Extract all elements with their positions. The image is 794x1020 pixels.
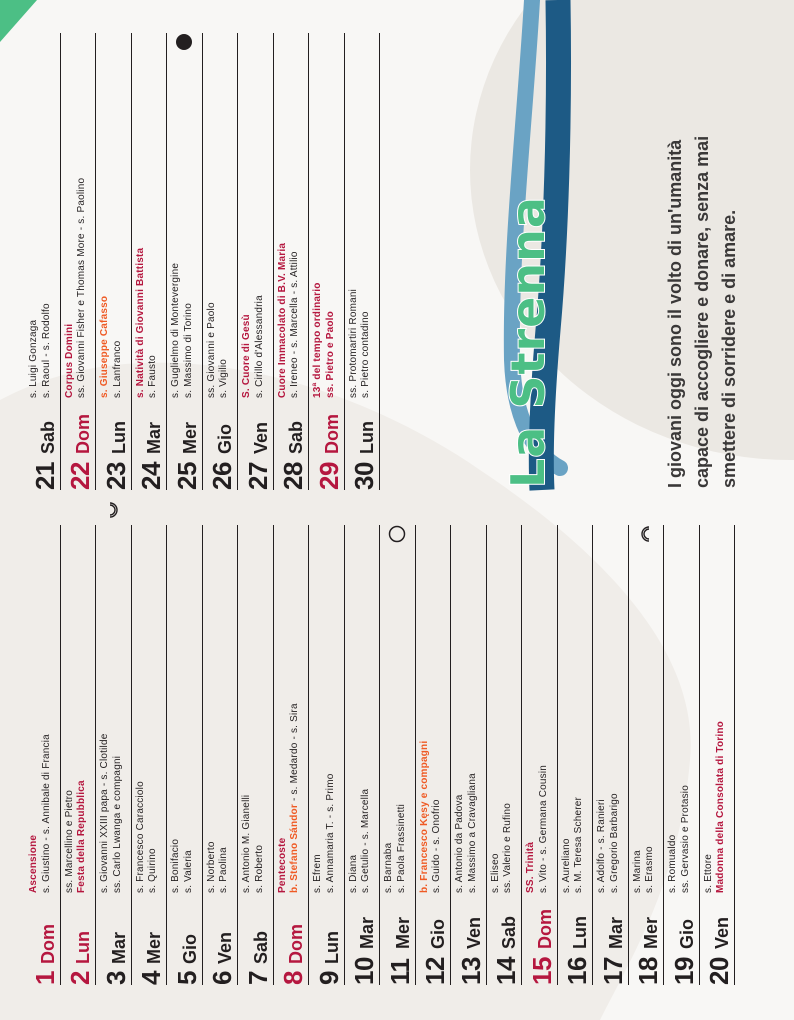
day-saints [561,797,586,893]
saint-line [431,741,444,893]
day-number: 4 [136,971,166,985]
saint-name: s. Guido - s. Onofrio [431,799,442,893]
strenna-title: La Strenna [501,196,555,488]
saint-line [703,721,716,893]
day-row [345,33,381,490]
day-row [167,525,203,985]
day-row [700,525,736,985]
saint-name: s. Valeria [182,850,194,893]
saint-line [454,773,467,893]
day-saints [454,773,479,893]
day-of-week: Ven [463,916,484,949]
saint-line [41,734,54,893]
saint-name: s. Eliseo [489,853,501,893]
feast-name: Corpus Domini [63,323,75,398]
saint-name: s. Vito - s. Germana Cousin [537,764,549,893]
day-saints [170,263,195,398]
day-row [345,525,381,985]
saint-name: s. Paola Frassinetti [395,803,407,893]
saint-line [183,839,196,893]
day-of-week: Dom [286,924,306,964]
day-row [593,525,629,985]
saint-line [538,765,551,893]
saint-name: s. Pietro contadino [360,311,371,398]
saint-name: s. M. Teresa Scherer [573,796,584,893]
saint-name: s. Bonifacio [170,838,181,893]
saint-name: ss. Marcellino e Pietro [63,790,75,893]
saint-line [419,741,432,893]
quote-line: capace di accogliere e donare, senza mai [692,135,712,488]
saint-line [76,178,89,398]
day-saints [28,303,53,398]
saint-line [206,841,219,893]
day-of-week: Lun [321,931,342,964]
day-of-week: Mer [144,931,164,964]
saint-line [325,282,338,398]
day-number: 19 [668,957,699,985]
day-number: 13 [455,957,486,985]
day-number: 26 [207,462,237,490]
saint-name: - s. Medardo - s. Sira [289,703,300,805]
saint-line [561,797,574,893]
day-of-week: Sab [286,420,306,454]
day-of-week: Sab [37,420,58,454]
saint-name: ss. Gervasio e Protasio [679,785,691,893]
saint-line [632,846,645,893]
day-row [61,33,97,490]
day-number: 5 [171,971,202,985]
saint-line [99,734,112,894]
day-number: 29 [313,462,344,490]
day-saints [241,295,266,398]
saint-line [312,774,325,894]
saint-name: s. Norberto [205,841,217,893]
day-number: 21 [29,462,60,490]
saint-name: s. Antonio da Padova [454,794,465,893]
day-saints [28,734,53,893]
moon-first-quarter-icon [104,501,122,519]
feast-name: ss. Pietro e Paolo [324,311,336,398]
day-of-week: Gio [428,919,448,949]
saint-name: s. Vigilio [218,358,229,398]
saint-name: s. Ireneo - s. Marcella - s. Attilio [289,251,300,398]
day-saints [348,289,373,398]
moon-new-icon [175,33,193,51]
saint-name: s. Romualdo [667,834,678,893]
day-saints [135,248,160,398]
saint-name: s. Quirino [147,848,158,893]
day-number: 7 [242,971,273,985]
day-number: 24 [136,462,166,490]
saint-line [348,789,361,893]
day-row [451,525,487,985]
saint-line [360,289,373,398]
saint-line [76,780,89,893]
day-number: 30 [349,462,379,490]
saint-line [348,289,361,398]
feast-name: Festa della Repubblica [76,780,87,893]
day-of-week: Mar [144,421,164,454]
calendar-column-2 [25,33,380,490]
saint-line [64,178,77,398]
saint-line [135,781,148,893]
saint-line [289,703,302,893]
day-number: 6 [207,971,237,985]
saint-name: s. Massimo di Torino [182,303,194,398]
day-saints [170,839,195,893]
day-number: 17 [597,957,628,985]
day-number: 27 [242,462,273,490]
saint-line [112,296,125,398]
saint-name: s. Massimo a Cravagliana [466,773,478,893]
day-of-week: Mar [108,931,129,964]
saint-line [325,774,338,894]
day-row [309,33,345,490]
saint-line [715,721,728,893]
day-saints [419,741,444,893]
calendar-column-1 [25,525,735,985]
day-row [309,525,345,985]
day-saints [632,846,657,893]
feast-name: s. Giuseppe Cafasso [99,295,110,398]
saint-line [680,785,693,893]
saint-line [147,781,160,893]
saint-line [112,734,125,894]
saint-name: s. Efrem [312,854,323,893]
day-of-week: Mar [357,916,377,949]
day-row [167,33,203,490]
feast-name: SS. Trinità [525,841,536,893]
day-number: 22 [65,462,95,490]
day-saints [525,765,550,893]
saint-line [383,804,396,893]
day-row [380,525,416,985]
day-number: 8 [278,971,308,985]
saint-name: s. Ettore [702,853,714,893]
saint-name: s. Fausto [147,355,158,398]
day-row [25,33,61,490]
feast-name: Pentecoste [276,837,288,893]
day-saints [206,302,231,398]
saint-line [218,841,231,893]
day-of-week: Dom [321,414,342,454]
strenna-quote [662,136,743,488]
day-saints [348,789,373,893]
saint-line [254,295,267,398]
feast-name: s. Natività di Giovanni Battista [134,247,146,398]
day-saints [312,774,337,894]
saint-name: s. Diana [347,854,359,893]
day-number: 18 [633,957,663,985]
saint-name: ss. Giovanni Fisher e Thomas More - s. Paolino [76,177,87,398]
saint-line [467,773,480,893]
saint-line [289,243,302,398]
saint-line [170,839,183,893]
saint-line [170,263,183,398]
saint-line [609,793,622,893]
saint-name: s. Barnaba [383,842,394,893]
feast-name: b. Stefano Sándor [289,804,300,893]
saint-line [254,795,267,893]
saint-line [147,248,160,398]
day-number: 16 [562,957,592,985]
saint-line [360,789,373,893]
day-of-week: Dom [73,414,93,454]
saint-name: s. Gregorio Barbarigo [608,793,620,893]
saint-line [525,765,538,893]
saint-line [206,302,219,398]
saint-name: s. Giustino - s. Annibale di Francia [40,734,52,893]
day-saints [99,296,124,398]
day-of-week: Lun [357,421,377,454]
saint-name: s. Marina [631,850,643,893]
moon-full-icon [388,525,406,543]
day-of-week: Dom [37,924,58,964]
day-saints [99,734,124,894]
saint-name: s. Antonio M. Gianelli [241,794,252,893]
day-saints [312,282,337,398]
saint-line [64,780,77,893]
feast-name: Ascensione [28,834,39,893]
saint-line [218,302,231,398]
day-row [96,33,132,490]
saint-name: s. Roberto [253,844,265,893]
day-of-week: Mer [641,916,661,949]
day-row [274,525,310,985]
feast-name: S. Cuore di Gesù [241,314,252,398]
feast-name: b. Francesco Kęsy e compagni [418,740,430,893]
saint-name: s. Lanfranco [111,340,123,398]
saint-name: ss. Giovanni e Paolo [205,302,217,398]
day-row [25,525,61,985]
saint-line [667,785,680,893]
day-saints [241,795,266,893]
day-of-week: Ven [712,916,732,949]
day-of-week: Mer [392,916,413,949]
saint-line [41,303,54,398]
day-number: 1 [29,971,60,985]
day-of-week: Mer [179,421,200,454]
feast-name: Cuore Immacolato di B.V. Maria [276,242,288,398]
day-number: 23 [100,462,131,490]
day-row [132,525,168,985]
day-number: 25 [171,462,202,490]
day-row [274,33,310,490]
saint-name: s. Giovanni XXIII papa - s. Clotilde [99,733,110,893]
saint-name: s. Aureliano [560,838,572,893]
day-saints [64,780,89,893]
day-saints [667,785,692,893]
saint-line [596,793,609,893]
saint-line [241,795,254,893]
feast-name: 13ª del tempo ordinario [312,282,323,398]
day-row [487,525,523,985]
saint-name: s. Paolina [218,847,229,893]
saint-line [644,846,657,893]
day-row [416,525,452,985]
day-number: 9 [313,971,344,985]
day-of-week: Gio [179,934,200,964]
quote-line: smettere di sorridere e di amare. [719,209,739,488]
saint-line [396,804,409,893]
day-saints [383,804,408,893]
day-row [203,33,239,490]
quote-line: I giovani oggi sono il volto di un'umanità [665,139,685,488]
day-number: 12 [420,957,450,985]
day-of-week: Lun [108,421,129,454]
day-row [522,525,558,985]
day-saints [277,703,302,893]
saint-line [135,248,148,398]
day-number: 28 [278,462,308,490]
saint-name: s. Erasmo [644,846,655,893]
day-saints [596,793,621,893]
day-number: 11 [384,958,415,985]
saint-name: s. Annamaria T. - s. Primo [324,773,336,893]
saint-name: s. Adolfo - s. Ranieri [596,799,607,893]
day-of-week: Lun [570,916,590,949]
saint-line [312,282,325,398]
day-of-week: Mar [605,916,626,949]
day-number: 10 [349,957,379,985]
day-row [203,525,239,985]
saint-name: s. Luigi Gonzaga [28,319,39,398]
saint-line [277,243,290,398]
day-number: 14 [491,957,521,985]
day-of-week: Sab [250,930,271,964]
day-row [558,525,594,985]
saint-name: s. Cirillo d'Alessandria [253,295,265,398]
day-of-week: Ven [215,931,235,964]
day-row [629,525,665,985]
day-of-week: Gio [676,919,697,949]
feast-name: Madonna della Consolata di Torino [715,721,726,893]
day-of-week: Dom [534,909,555,949]
saint-name: ss. Carlo Lwanga e compagni [111,755,123,893]
saint-line [241,295,254,398]
day-number: 2 [65,971,95,985]
day-number: 20 [704,957,734,985]
day-of-week: Gio [215,424,235,454]
day-of-week: Lun [73,931,93,964]
saint-name: s. Guglielmo di Montevergine [170,262,181,398]
saint-name: s. Francesco Caracciolo [134,781,146,893]
saint-line [28,303,41,398]
day-row [238,525,274,985]
day-row [96,525,132,985]
saint-line [490,803,503,893]
moon-last-quarter-icon [637,525,655,543]
day-saints [490,803,515,893]
day-row [238,33,274,490]
day-number: 3 [100,971,131,985]
saint-line [28,734,41,893]
saint-line [573,797,586,893]
saint-line [502,803,515,893]
day-row [132,33,168,490]
saint-line [277,703,290,893]
saint-name: ss. Protomartiri Romani [347,288,359,398]
day-row [664,525,700,985]
day-saints [206,841,231,893]
day-saints [277,243,302,398]
day-saints [64,178,89,398]
saint-name: ss. Valerio e Rufino [502,803,513,893]
day-saints [703,721,728,893]
day-saints [135,781,160,893]
saint-name: s. Getulio - s. Marcella [360,788,371,893]
saint-line [99,296,112,398]
saint-line [183,263,196,398]
saint-name: s. Raoul - s. Rodolfo [40,303,52,398]
day-row [61,525,97,985]
day-of-week: Sab [499,915,519,949]
day-of-week: Ven [250,421,271,454]
day-number: 15 [526,957,557,985]
